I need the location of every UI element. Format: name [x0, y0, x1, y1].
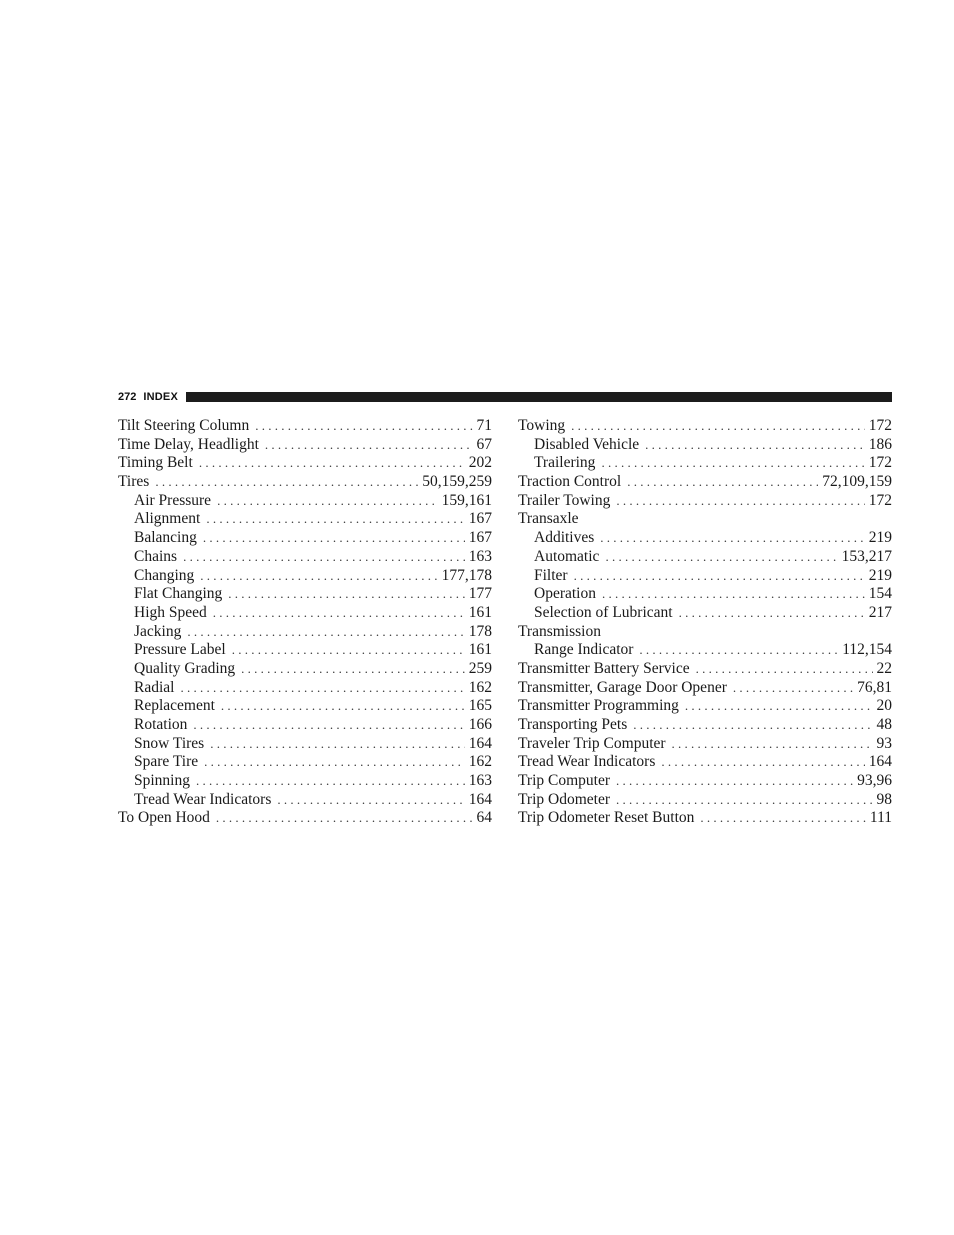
index-subentry [118, 529, 492, 548]
index-column-right [518, 417, 892, 828]
page-reference: 164 [468, 790, 492, 808]
dot-leader [277, 791, 464, 810]
page-reference: 172 [868, 491, 892, 509]
page-reference: 50,159,259 [422, 473, 492, 491]
index-term: To Open Hood [118, 809, 210, 827]
dot-leader [221, 697, 465, 716]
index-term: Disabled Vehicle [534, 435, 640, 453]
dot-leader [199, 454, 465, 473]
dot-leader [183, 548, 465, 567]
index-term: Flat Changing [134, 585, 223, 603]
page-reference: 93 [876, 734, 892, 752]
dot-leader [633, 716, 872, 735]
index-column-left [118, 417, 492, 828]
page-reference: 259 [468, 659, 492, 677]
index-term: Traction Control [518, 473, 622, 491]
index-term: Time Delay, Headlight [118, 435, 259, 453]
index-term: Replacement [134, 697, 215, 715]
dot-leader [700, 809, 866, 828]
index-subentry [518, 548, 892, 567]
index-entry [518, 735, 892, 754]
index-term: Towing [518, 417, 566, 434]
index-subentry [118, 604, 492, 623]
index-subentry [518, 454, 892, 473]
dot-leader [228, 585, 464, 604]
index-term: Transaxle [518, 510, 579, 528]
index-subentry [118, 697, 492, 716]
index-term: Transmission [518, 622, 601, 640]
index-subentry [518, 529, 892, 548]
index-term: Chains [134, 547, 178, 565]
index-term: Trailering [534, 454, 596, 472]
dot-leader [216, 809, 473, 828]
dot-leader [602, 585, 865, 604]
index-subentry [118, 735, 492, 754]
page-reference: 48 [876, 716, 892, 733]
page-reference: 72,109,159 [822, 473, 892, 491]
dot-leader [155, 473, 418, 492]
dot-leader [733, 679, 853, 698]
index-subentry [118, 716, 492, 735]
dot-leader [187, 623, 464, 642]
index-term: Tread Wear Indicators [518, 753, 656, 771]
dot-leader [616, 772, 853, 791]
index-term: Balancing [134, 529, 197, 547]
index-entry [518, 623, 892, 642]
page-reference: 186 [868, 435, 892, 453]
page-reference: 93,96 [857, 772, 892, 790]
index-entry [518, 791, 892, 810]
page-reference: 167 [468, 510, 492, 528]
index-term: Quality Grading [134, 659, 236, 677]
dot-leader [180, 679, 464, 698]
index-term: Tread Wear Indicators [134, 790, 272, 808]
index-subentry [118, 623, 492, 642]
index-term: Spinning [134, 772, 190, 790]
index-entry [518, 772, 892, 791]
index-term: Jacking [134, 622, 182, 640]
index-entry [518, 417, 892, 436]
dot-leader [213, 604, 465, 623]
index-term: Filter [534, 566, 568, 584]
page-reference: 159,161 [441, 491, 492, 509]
index-term: Additives [534, 529, 595, 547]
dot-leader [600, 529, 864, 548]
index-term: Trip Computer [518, 772, 611, 790]
dot-leader [574, 567, 865, 586]
index-entry [118, 436, 492, 455]
dot-leader [232, 641, 465, 660]
page-header [118, 390, 892, 404]
dot-leader [661, 753, 864, 772]
page-reference: 111 [869, 809, 892, 827]
index-term: Automatic [534, 547, 600, 565]
dot-leader [616, 791, 873, 810]
dot-leader [206, 510, 464, 529]
page-reference: 162 [468, 753, 492, 771]
page-reference: 98 [876, 790, 892, 808]
dot-leader [255, 417, 472, 436]
index-subentry [518, 567, 892, 586]
page-reference: 64 [476, 809, 492, 827]
page-reference: 67 [476, 435, 492, 453]
dot-leader [196, 772, 465, 791]
page-reference: 161 [468, 641, 492, 659]
index-subentry [118, 641, 492, 660]
dot-leader [203, 529, 465, 548]
index-subentry [518, 436, 892, 455]
index-entry [518, 660, 892, 679]
index-term: Trailer Towing [518, 491, 611, 509]
dot-leader [601, 454, 864, 473]
index-term: Air Pressure [134, 491, 212, 509]
index-entry [118, 454, 492, 473]
index-entry [518, 716, 892, 735]
dot-leader [210, 735, 465, 754]
page-reference: 172 [868, 454, 892, 472]
page-reference: 161 [468, 603, 492, 621]
page-reference: 217 [868, 603, 892, 621]
page-reference: 112,154 [842, 641, 892, 659]
page-reference: 202 [468, 454, 492, 472]
index-term: Transmitter, Garage Door Opener [518, 678, 727, 696]
dot-leader [241, 660, 465, 679]
page-number: 272 [118, 391, 137, 403]
page-reference: 163 [468, 547, 492, 565]
index-term: Tires [118, 473, 150, 491]
page-reference: 167 [468, 529, 492, 547]
page-reference: 71 [476, 417, 492, 434]
index-subentry [118, 753, 492, 772]
index-subentry [118, 492, 492, 511]
index-term: Spare Tire [134, 753, 199, 771]
index-term: Pressure Label [134, 641, 226, 659]
index-entry [518, 697, 892, 716]
page-reference: 163 [468, 772, 492, 790]
index-entry [518, 473, 892, 492]
index-entry [118, 809, 492, 828]
index-subentry [518, 641, 892, 660]
dot-leader [639, 641, 838, 660]
dot-leader [217, 492, 438, 511]
index-entry [118, 473, 492, 492]
index-subentry [118, 567, 492, 586]
page-reference: 20 [876, 697, 892, 715]
page-reference: 166 [468, 716, 492, 733]
dot-leader [605, 548, 837, 567]
dot-leader [193, 716, 464, 735]
index-entry [518, 753, 892, 772]
index-subentry [118, 679, 492, 698]
index-subentry [118, 510, 492, 529]
index-subentry [118, 548, 492, 567]
page-reference: 219 [868, 566, 892, 584]
index-entry [118, 417, 492, 436]
index-term: Timing Belt [118, 454, 193, 472]
index-term: Transporting Pets [518, 716, 628, 733]
index-term: Trip Odometer [518, 790, 610, 808]
dot-leader [265, 436, 473, 455]
index-subentry [118, 585, 492, 604]
page-reference: 162 [468, 678, 492, 696]
page-reference: 172 [868, 417, 892, 434]
dot-leader [627, 473, 818, 492]
dot-leader [696, 660, 873, 679]
index-term: Snow Tires [134, 734, 205, 752]
index-term: Alignment [134, 510, 201, 528]
dot-leader [685, 697, 873, 716]
dot-leader [616, 492, 864, 511]
page-reference: 177 [468, 585, 492, 603]
dot-leader [571, 417, 865, 436]
index-subentry [518, 585, 892, 604]
dot-leader [672, 735, 873, 754]
index-entry [518, 679, 892, 698]
index-term: High Speed [134, 603, 207, 621]
dot-leader [645, 436, 865, 455]
index-term: Changing [134, 566, 195, 584]
page-reference: 76,81 [857, 678, 892, 696]
index-subentry [118, 791, 492, 810]
index-term: Range Indicator [534, 641, 634, 659]
index-entry [518, 492, 892, 511]
header-rule [186, 392, 892, 402]
index-term: Selection of Lubricant [534, 603, 673, 621]
index-term: Transmitter Programming [518, 697, 679, 715]
index-subentry [118, 660, 492, 679]
index-term: Operation [534, 585, 596, 603]
index-term: Transmitter Battery Service [518, 659, 690, 677]
page-reference: 165 [468, 697, 492, 715]
page-reference: 164 [468, 734, 492, 752]
index-term: Radial [134, 678, 175, 696]
page-reference: 154 [868, 585, 892, 603]
dot-leader [200, 567, 437, 586]
index-term: Trip Odometer Reset Button [518, 809, 695, 827]
index-subentry [118, 772, 492, 791]
page-reference: 219 [868, 529, 892, 547]
index-entry [518, 809, 892, 828]
page-reference: 164 [868, 753, 892, 771]
section-title: INDEX [143, 391, 178, 403]
index-subentry [518, 604, 892, 623]
index-entry [518, 510, 892, 529]
index-term: Rotation [134, 716, 188, 733]
index-term: Traveler Trip Computer [518, 734, 666, 752]
page-reference: 177,178 [441, 566, 492, 584]
page-reference: 22 [876, 659, 892, 677]
index-term: Tilt Steering Column [118, 417, 250, 434]
dot-leader [204, 753, 465, 772]
page-reference: 153,217 [841, 547, 892, 565]
dot-leader [679, 604, 865, 623]
page-reference: 178 [468, 622, 492, 640]
